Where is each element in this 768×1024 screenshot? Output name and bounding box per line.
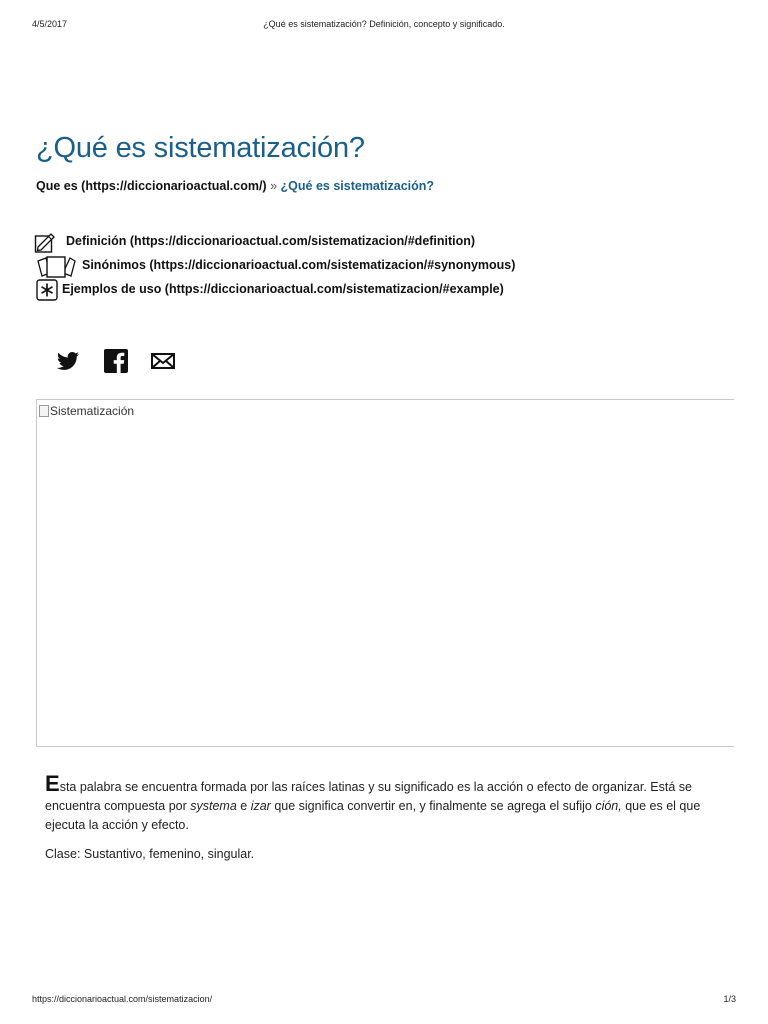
- email-icon[interactable]: [151, 349, 175, 373]
- term-cion: ción,: [595, 799, 622, 813]
- broken-image-icon: [39, 405, 49, 417]
- pencil-note-icon: [34, 231, 56, 253]
- image-alt-text: Sistematización: [50, 404, 135, 418]
- article-image: [36, 399, 734, 747]
- twitter-icon[interactable]: [56, 349, 80, 373]
- print-document-title: ¿Qué es sistematización? Definición, concepto y significado.: [263, 19, 505, 29]
- broken-image-placeholder: [39, 404, 134, 418]
- page-number: 1/3: [723, 994, 736, 1004]
- word-class: Clase: Sustantivo, femenino, singular.: [45, 847, 255, 861]
- toc-synonyms-link[interactable]: Sinónimos (https://diccionarioactual.com/sistematizacion/#synonymous): [82, 258, 516, 272]
- body-text-run: que significa convertir en, y finalmente se agrega el sufijo: [270, 799, 596, 813]
- breadcrumb-separator: »: [270, 179, 278, 193]
- print-date: 4/5/2017: [32, 19, 68, 29]
- asterisk-icon: [36, 279, 58, 301]
- breadcrumb: [36, 179, 434, 193]
- toc-examples-link[interactable]: Ejemplos de uso (https://diccionarioactual.com/sistematizacion/#example): [62, 282, 504, 296]
- toc-item-examples[interactable]: [34, 278, 734, 302]
- term-izar: izar: [250, 799, 271, 813]
- breadcrumb-home-link[interactable]: Que es (https://diccionarioactual.com/): [36, 179, 267, 193]
- body-text-run: sta palabra se encuentra formada por las raíces latinas y su significado es la acción o efecto de organizar. Está se encuentra compuesta por: [45, 780, 692, 813]
- cards-icon: [36, 255, 76, 277]
- body-text-run: que es el que ejecuta la acción y efecto.: [45, 799, 701, 832]
- body-paragraph: [45, 771, 735, 835]
- dropcap: E: [45, 771, 60, 796]
- table-of-contents: [34, 230, 734, 302]
- body-text-run: e: [236, 799, 251, 813]
- breadcrumb-current-link[interactable]: ¿Qué es sistematización?: [280, 179, 435, 193]
- print-header: [0, 0, 768, 34]
- facebook-icon[interactable]: [104, 349, 128, 373]
- toc-definition-link[interactable]: Definición (https://diccionarioactual.com/sistematizacion/#definition): [66, 234, 476, 248]
- term-systema: systema: [190, 799, 237, 813]
- toc-item-definition[interactable]: [34, 230, 734, 254]
- article-body: [45, 771, 735, 864]
- toc-item-synonyms[interactable]: [34, 254, 734, 278]
- print-url: https://diccionarioactual.com/sistematizacion/: [32, 994, 213, 1004]
- page-title: ¿Qué es sistematización?: [36, 132, 365, 164]
